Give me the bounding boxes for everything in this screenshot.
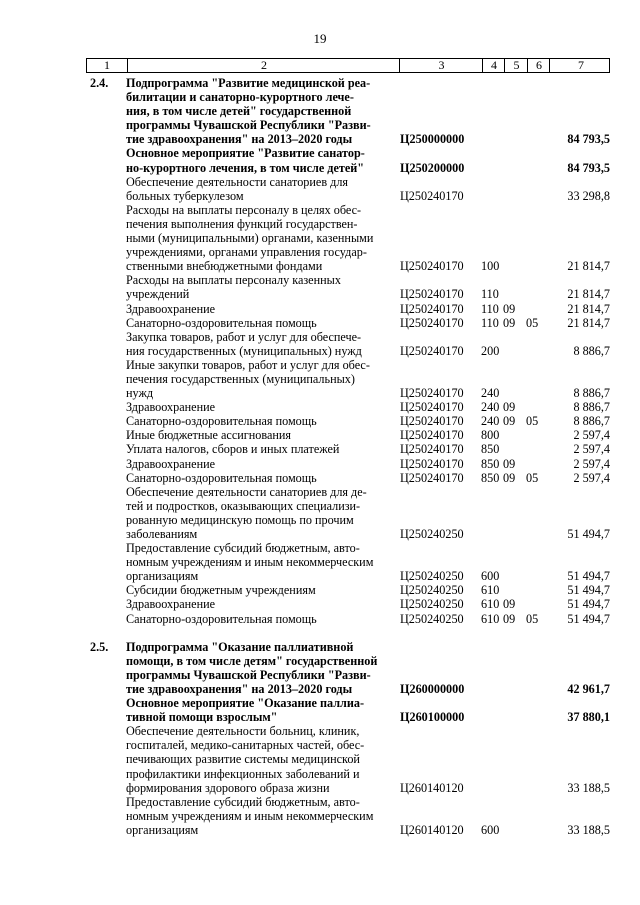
column-header-7: 7 — [549, 59, 612, 72]
row-number: 2.4. — [90, 76, 109, 90]
row-description — [126, 541, 398, 583]
description-line: Санаторно-оздоровительная помощь — [126, 414, 317, 429]
description-line: Предоставление субсидий бюджетным, авто- — [126, 794, 360, 809]
description-line: тивной помощи взрослым" — [126, 710, 278, 725]
section-code: 09 — [503, 400, 516, 415]
row-description — [126, 400, 398, 414]
amount-value: 2 597,4 — [573, 456, 610, 471]
description-line: ными (муниципальными) органами, казенными — [126, 231, 374, 246]
table-row — [86, 146, 610, 174]
row-description — [126, 146, 398, 174]
target-article-code: Ц250240170 — [400, 188, 464, 203]
row-description — [126, 457, 398, 471]
description-line: нужд — [126, 386, 154, 401]
amount-value: 21 814,7 — [567, 287, 610, 302]
row-description — [126, 471, 398, 485]
column-header-6: 6 — [527, 59, 550, 72]
table-row — [86, 76, 610, 146]
description-line: Санаторно-оздоровительная помощь — [126, 315, 317, 330]
table-row — [86, 414, 610, 428]
row-description — [126, 428, 398, 442]
description-line: Обеспечение деятельности санаториев для де- — [126, 484, 367, 499]
target-article-code: Ц250200000 — [400, 160, 465, 175]
row-description — [126, 597, 398, 611]
budget-table-body — [86, 76, 610, 837]
description-line: Иные закупки товаров, работ и услуг для обес- — [126, 357, 370, 372]
table-row — [86, 175, 610, 203]
row-description — [126, 302, 398, 316]
expense-type-code: 100 — [481, 259, 500, 274]
amount-value: 51 494,7 — [567, 597, 610, 612]
target-article-code: Ц250240170 — [400, 456, 464, 471]
description-line: Основное мероприятие "Оказание паллиа- — [126, 696, 365, 711]
target-article-code: Ц250240250 — [400, 569, 464, 584]
table-row — [86, 471, 610, 485]
description-line: Здравоохранение — [126, 400, 216, 415]
target-article-code: Ц250240170 — [400, 343, 464, 358]
table-row — [86, 612, 610, 626]
subsection-code: 05 — [526, 414, 539, 429]
expense-type-code: 110 — [481, 301, 499, 316]
expense-type-code: 610 — [481, 583, 500, 598]
column-header-4: 4 — [482, 59, 505, 72]
description-line: ственными внебюджетными фондами — [126, 259, 323, 274]
expense-type-code: 610 — [481, 597, 500, 612]
target-article-code: Ц250240170 — [400, 414, 464, 429]
row-description — [126, 76, 398, 146]
expense-type-code: 600 — [481, 822, 500, 837]
row-description — [126, 414, 398, 428]
section-code: 09 — [503, 611, 516, 626]
table-row — [86, 457, 610, 471]
expense-type-code: 850 — [481, 442, 500, 457]
description-line: организациям — [126, 569, 199, 584]
table-row — [86, 485, 610, 541]
amount-value: 21 814,7 — [567, 301, 610, 316]
expense-type-code: 200 — [481, 343, 500, 358]
amount-value: 8 886,7 — [573, 343, 610, 358]
amount-value: 21 814,7 — [567, 259, 610, 274]
description-line: печивающих развитие системы медицинской — [126, 752, 360, 767]
amount-value: 84 793,5 — [567, 132, 610, 147]
description-line: Здравоохранение — [126, 301, 216, 316]
table-row — [86, 597, 610, 611]
amount-value: 8 886,7 — [573, 414, 610, 429]
amount-value: 51 494,7 — [567, 583, 610, 598]
target-article-code: Ц250240170 — [400, 259, 464, 274]
table-row — [86, 696, 610, 724]
section-code: 09 — [503, 456, 516, 471]
section-code: 09 — [503, 315, 516, 330]
amount-value: 33 188,5 — [567, 780, 610, 795]
expense-type-code: 240 — [481, 414, 500, 429]
target-article-code: Ц250240250 — [400, 611, 464, 626]
description-line: Уплата налогов, сборов и иных платежей — [126, 442, 340, 457]
table-row — [86, 583, 610, 597]
expense-type-code: 850 — [481, 470, 500, 485]
amount-value: 84 793,5 — [567, 160, 610, 175]
description-line: тей и подростков, оказывающих специализи- — [126, 498, 361, 513]
description-line: Санаторно-оздоровительная помощь — [126, 470, 317, 485]
target-article-code: Ц250000000 — [400, 132, 465, 147]
description-line: Субсидии бюджетным учреждениям — [126, 583, 316, 598]
target-article-code: Ц250240250 — [400, 527, 464, 541]
description-line: ния, в том числе детей" государственной — [126, 104, 352, 119]
table-row — [86, 640, 610, 696]
description-line: Обеспечение деятельности санаториев для — [126, 174, 349, 189]
row-description — [126, 612, 398, 626]
description-line: помощи, в том числе детям" государственной — [126, 653, 378, 668]
description-line: Подпрограмма "Развитие медицинской реа- — [126, 76, 371, 90]
description-line: госпиталей, медико-санитарных частей, обес- — [126, 738, 365, 753]
table-row — [86, 724, 610, 794]
description-line: заболеваниям — [126, 527, 198, 541]
table-row — [86, 400, 610, 414]
section-spacer — [86, 626, 610, 640]
target-article-code: Ц250240170 — [400, 301, 464, 316]
target-article-code: Ц250240170 — [400, 315, 464, 330]
description-line: Основное мероприятие "Развитие санатор- — [126, 146, 365, 161]
row-description — [126, 485, 398, 541]
row-description — [126, 442, 398, 456]
page-number: 19 — [313, 31, 327, 46]
row-description — [126, 724, 398, 794]
expense-type-code: 110 — [481, 287, 499, 302]
row-number: 2.5. — [90, 639, 109, 654]
description-line: тие здравоохранения" на 2013–2020 годы — [126, 681, 353, 696]
expense-type-code: 240 — [481, 400, 500, 415]
target-article-code: Ц250240170 — [400, 428, 464, 443]
description-line: профилактики инфекционных заболеваний и — [126, 766, 360, 781]
table-row — [86, 273, 610, 301]
row-description — [126, 583, 398, 597]
expense-type-code: 240 — [481, 386, 500, 401]
target-article-code: Ц250240250 — [400, 583, 464, 598]
row-description — [126, 358, 398, 400]
column-header-1: 1 — [104, 58, 110, 72]
amount-value: 33 188,5 — [567, 822, 610, 837]
description-line: Подпрограмма "Оказание паллиативной — [126, 639, 354, 654]
description-line: программы Чувашской Республики "Разви- — [126, 118, 371, 133]
column-header-2: 2 — [127, 59, 400, 72]
description-line: формирования здорового образа жизни — [126, 780, 330, 795]
description-line: Здравоохранение — [126, 456, 216, 471]
description-line: организациям — [126, 822, 199, 837]
row-description — [126, 203, 398, 273]
target-article-code: Ц250240170 — [400, 287, 464, 302]
description-line: ния государственных (муниципальных) нужд — [126, 343, 362, 358]
target-article-code: Ц260140120 — [400, 822, 464, 837]
amount-value: 51 494,7 — [567, 527, 610, 541]
section-code: 09 — [503, 301, 516, 316]
table-row — [86, 795, 610, 837]
description-line: Иные бюджетные ассигнования — [126, 428, 292, 443]
target-article-code: Ц260100000 — [400, 710, 465, 725]
amount-value: 33 298,8 — [567, 188, 610, 203]
amount-value: 21 814,7 — [567, 315, 610, 330]
expense-type-code: 600 — [481, 569, 500, 584]
description-line: Предоставление субсидий бюджетным, авто- — [126, 541, 360, 556]
amount-value: 2 597,4 — [573, 428, 610, 443]
table-row — [86, 302, 610, 316]
subsection-code: 05 — [526, 470, 539, 485]
column-header-3: 3 — [399, 59, 483, 72]
description-line: печения государственных (муниципальных) — [126, 371, 355, 386]
amount-value: 51 494,7 — [567, 611, 610, 626]
target-article-code: Ц250240170 — [400, 442, 464, 457]
table-row — [86, 442, 610, 456]
expense-type-code: 610 — [481, 611, 500, 626]
amount-value: 42 961,7 — [567, 681, 610, 696]
row-description — [126, 175, 398, 203]
description-line: номным учреждениям и иным некоммерческим — [126, 555, 374, 570]
section-code: 09 — [503, 597, 516, 612]
description-line: но-курортного лечения, в том числе детей" — [126, 160, 365, 175]
table-row — [86, 428, 610, 442]
description-line: билитации и санаторно-курортного лече- — [126, 90, 354, 105]
expense-type-code: 800 — [481, 428, 500, 443]
target-article-code: Ц250240250 — [400, 597, 464, 612]
description-line: Расходы на выплаты персоналу в целях обес- — [126, 202, 362, 217]
table-row — [86, 541, 610, 583]
target-article-code: Ц250240170 — [400, 470, 464, 485]
target-article-code: Ц260000000 — [400, 681, 465, 696]
description-line: учреждений — [126, 287, 190, 302]
description-line: больных туберкулезом — [126, 188, 244, 203]
description-line: Закупка товаров, работ и услуг для обеспече- — [126, 329, 362, 344]
description-line: Обеспечение деятельности больниц, клиник, — [126, 724, 360, 739]
amount-value: 2 597,4 — [573, 470, 610, 485]
amount-value: 2 597,4 — [573, 442, 610, 457]
table-row — [86, 330, 610, 358]
description-line: Расходы на выплаты персоналу казенных — [126, 273, 341, 288]
description-line: Санаторно-оздоровительная помощь — [126, 611, 317, 626]
expense-type-code: 850 — [481, 456, 500, 471]
row-description — [126, 273, 398, 301]
description-line: печения выполнения функций государствен- — [126, 216, 358, 231]
table-row — [86, 203, 610, 273]
row-description — [126, 316, 398, 330]
subsection-code: 05 — [526, 315, 539, 330]
column-header-5: 5 — [504, 59, 528, 72]
target-article-code: Ц260140120 — [400, 780, 464, 795]
row-description — [126, 640, 398, 696]
table-row — [86, 358, 610, 400]
description-line: учреждениями, органами управления государ- — [126, 245, 367, 260]
section-code: 09 — [503, 414, 516, 429]
table-header — [86, 58, 610, 73]
table-row — [86, 316, 610, 330]
row-description — [126, 696, 398, 724]
target-article-code: Ц250240170 — [400, 386, 464, 401]
description-line: номным учреждениям и иным некоммерческим — [126, 808, 374, 823]
expense-type-code: 110 — [481, 315, 499, 330]
description-line: тие здравоохранения" на 2013–2020 годы — [126, 132, 353, 147]
amount-value: 51 494,7 — [567, 569, 610, 584]
amount-value: 8 886,7 — [573, 386, 610, 401]
description-line: Здравоохранение — [126, 597, 216, 612]
subsection-code: 05 — [526, 611, 539, 626]
row-description — [126, 795, 398, 837]
amount-value: 37 880,1 — [567, 710, 610, 725]
section-code: 09 — [503, 470, 516, 485]
description-line: рованную медицинскую помощь по прочим — [126, 512, 354, 527]
row-description — [126, 330, 398, 358]
description-line: программы Чувашской Республики "Разви- — [126, 667, 371, 682]
target-article-code: Ц250240170 — [400, 400, 464, 415]
amount-value: 8 886,7 — [573, 400, 610, 415]
